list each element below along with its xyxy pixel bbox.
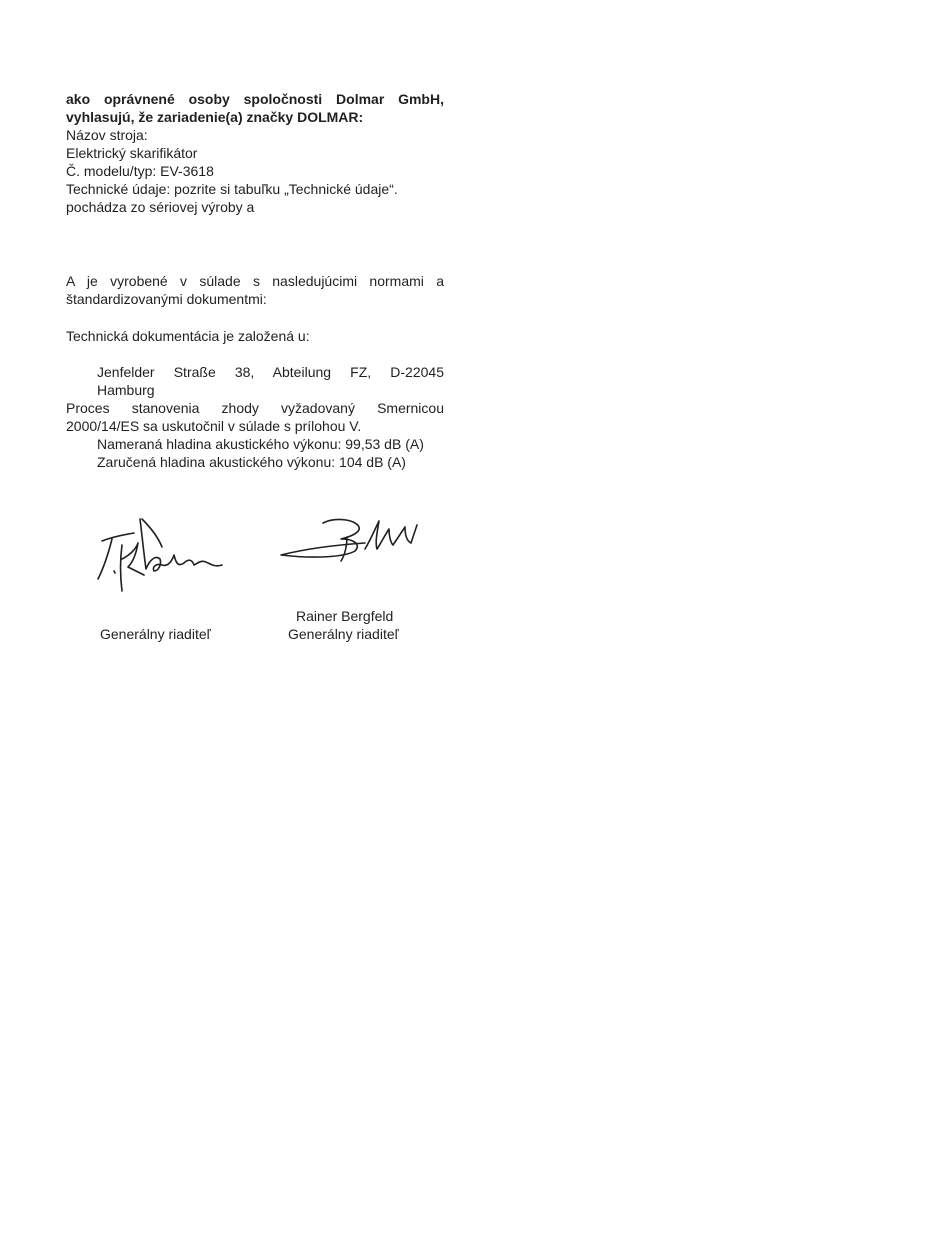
standards-block [66, 272, 444, 308]
documentation-block [66, 327, 444, 345]
documentation-label: Technická dokumentácia je založená u: [66, 328, 310, 344]
conformity-line-2: 2000/14/ES sa uskutočnil v súlade s prílohou V. [66, 418, 362, 434]
signatory-2-name: Rainer Bergfeld [296, 608, 394, 624]
signatory-1-title: Generálny riaditeľ [100, 626, 211, 642]
signature-1 [92, 515, 227, 595]
machine-name-label: Názov stroja: [66, 127, 148, 143]
address-line-1: Jenfelder Straße 38, Abteilung FZ, D-22045 [97, 364, 444, 380]
intro-line-1: ako oprávnené osoby spoločnosti Dolmar GmbH, [66, 91, 444, 107]
address-block [66, 363, 444, 471]
guaranteed-sound-power: Zaručená hladina akustického výkonu: 104 dB (A) [97, 454, 406, 470]
series-production: pochádza zo sériovej výroby a [66, 199, 255, 215]
declaration-block [66, 90, 444, 216]
signature-2 [275, 515, 425, 565]
measured-sound-power: Nameraná hladina akustického výkonu: 99,53 dB (A) [97, 436, 424, 452]
machine-name: Elektrický skarifikátor [66, 145, 198, 161]
model-type: Č. modelu/typ: EV-3618 [66, 163, 214, 179]
standards-line-2: štandardizovanými dokumentmi: [66, 291, 267, 307]
address-line-2: Hamburg [97, 382, 155, 398]
signatory-2-title: Generálny riaditeľ [288, 626, 399, 642]
standards-line-1: A je vyrobené v súlade s nasledujúcimi normami a [66, 273, 444, 289]
technical-specs: Technické údaje: pozrite si tabuľku „Technické údaje“. [66, 181, 398, 197]
intro-line-2: vyhlasujú, že zariadenie(a) značky DOLMAR: [66, 109, 364, 125]
conformity-line-1: Proces stanovenia zhody vyžadovaný Smernicou [66, 400, 444, 416]
